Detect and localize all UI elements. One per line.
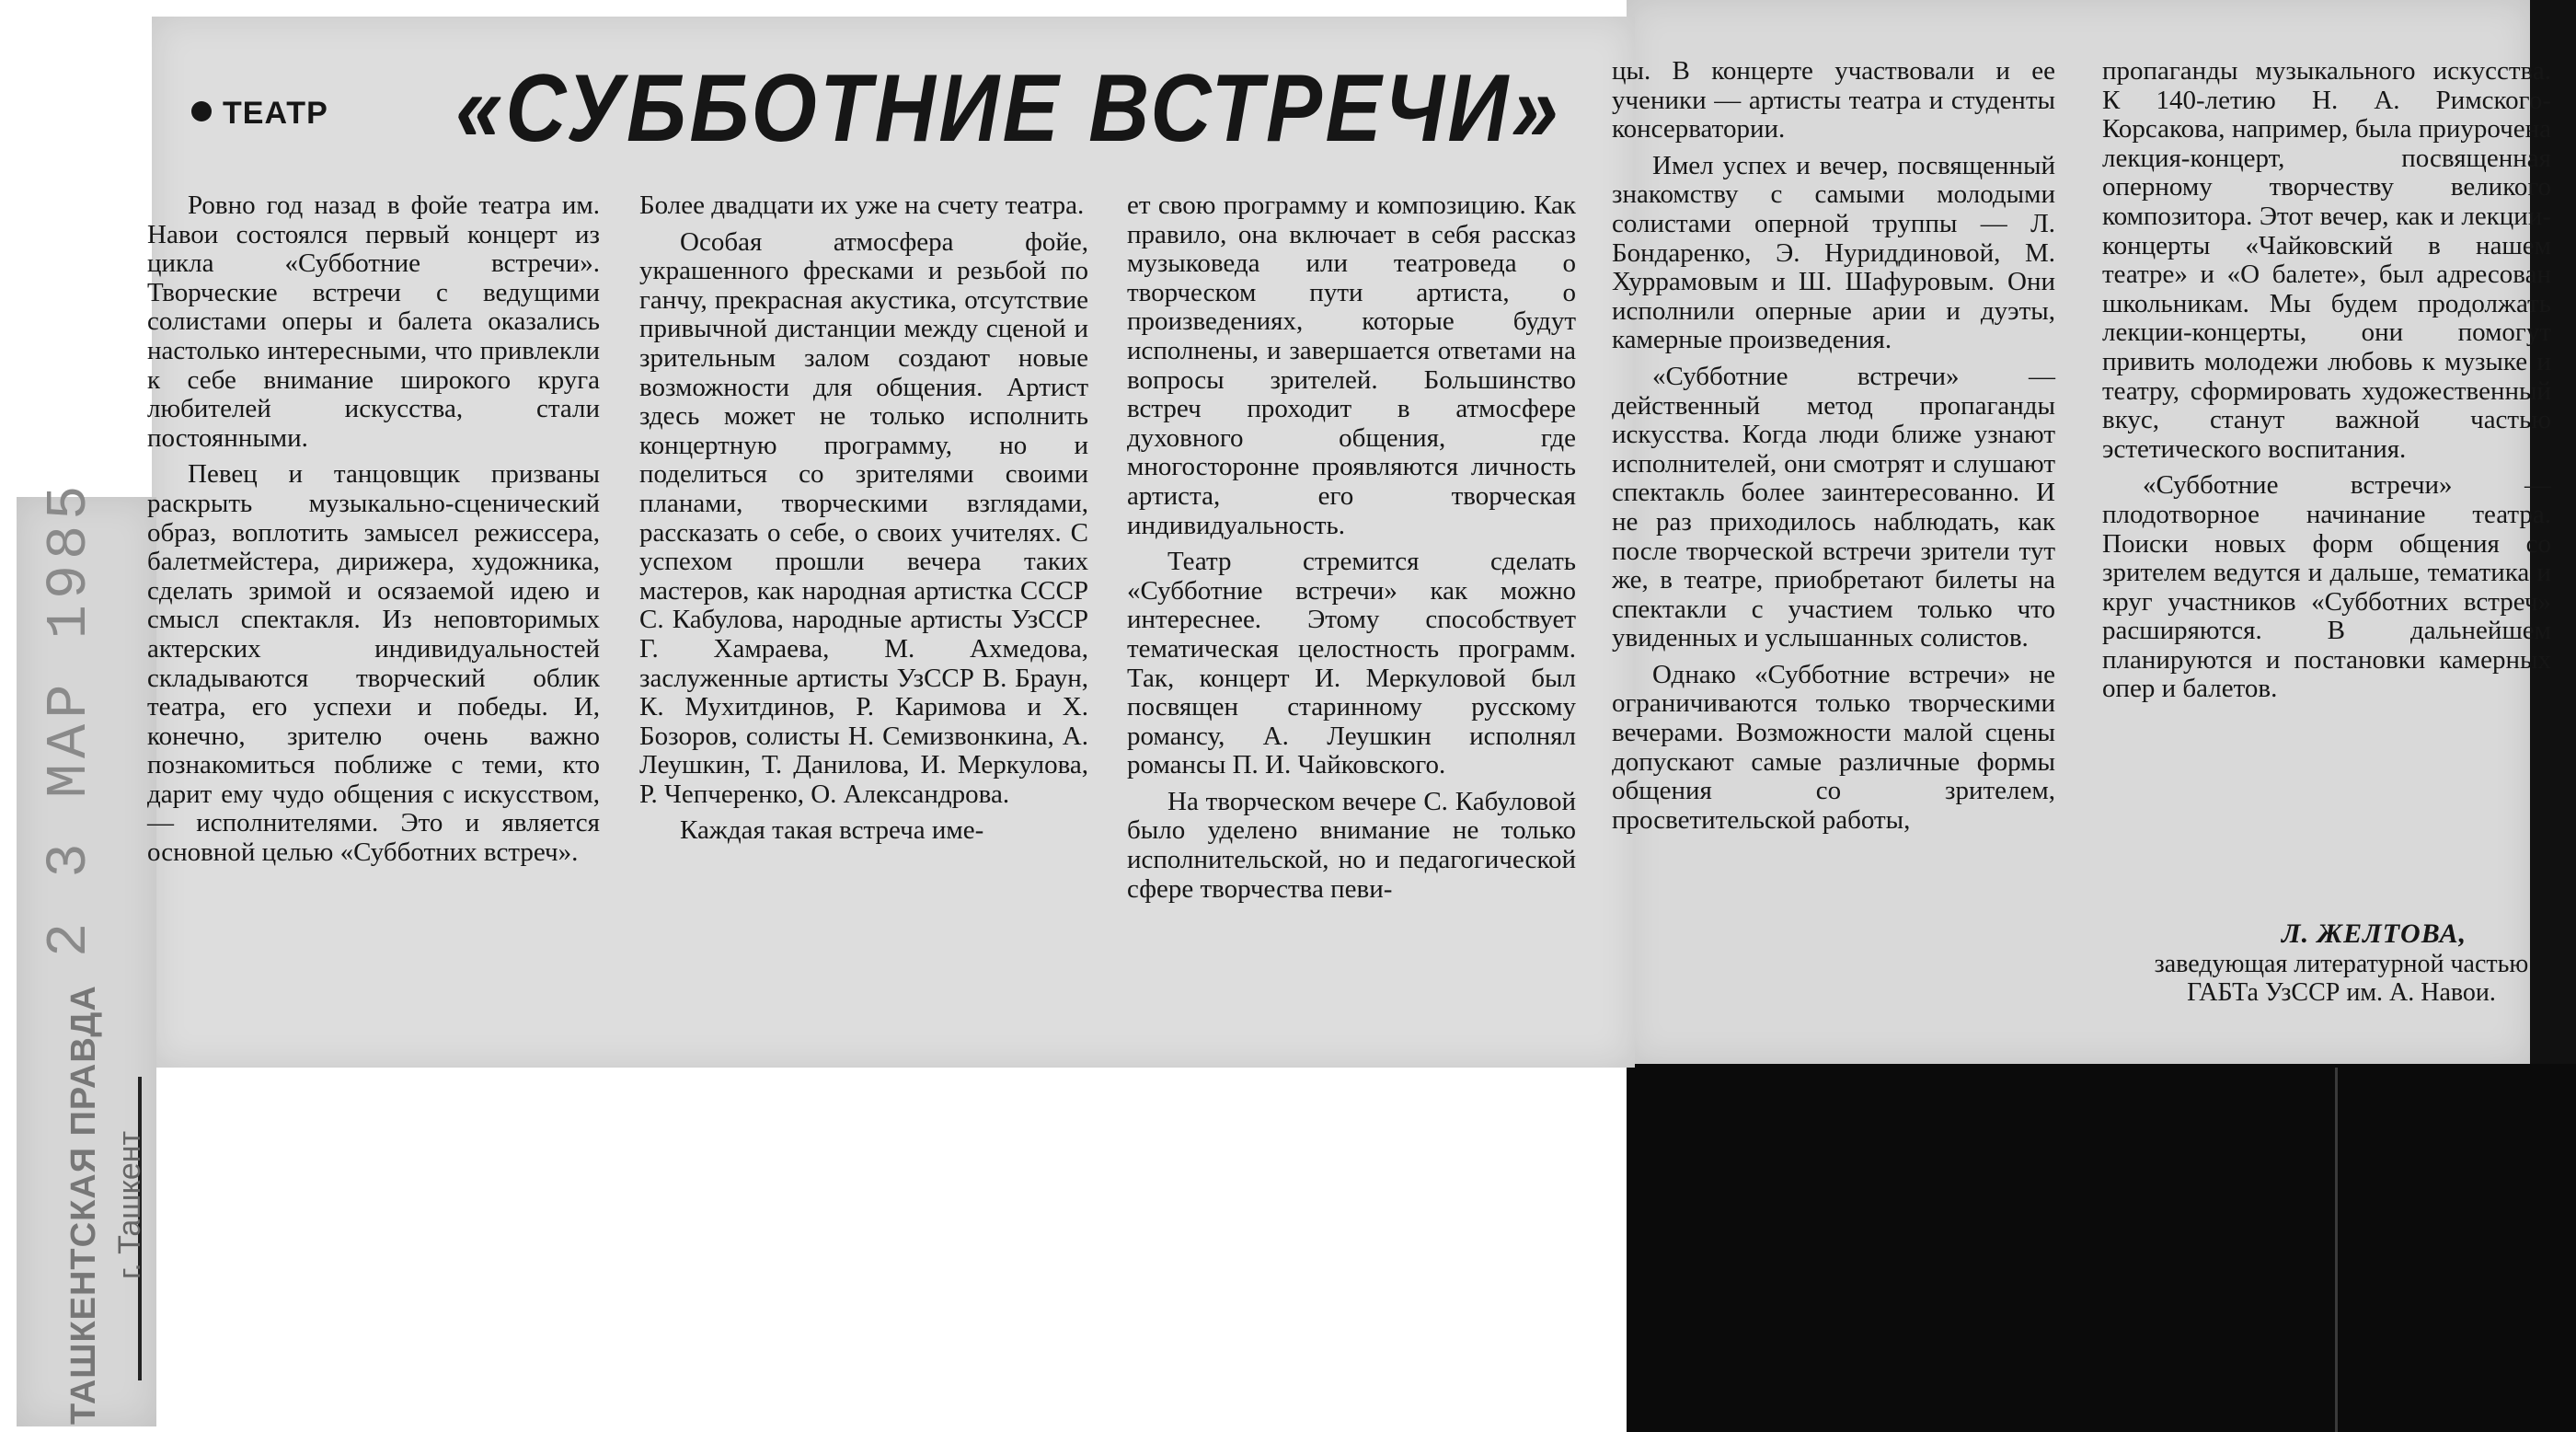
- article-column-4: [1612, 57, 2055, 835]
- newspaper-stamp: ТАШКЕНТСКАЯ ПРАВДА: [64, 985, 103, 1425]
- paragraph: Ровно год назад в фойе театра им. Навои состоялся первый концерт из цикла «Субботние встречи». Творческие встречи с ведущими солистами оперы и балета оказались настолько интересными, что привлекли к себе внимание широкого круга любителей искусства, стали постоянными.: [147, 191, 600, 453]
- scan-artifact-line: [2335, 1068, 2338, 1432]
- scan-background: [1627, 1057, 2576, 1432]
- paragraph: Певец и танцовщик призваны раскрыть музыкально-сценический образ, воплотить замысел режиссера, балетмейстера, дирижера, художника, сделать зримой и осязаемой идею и смысл спектакля. Из неповторимых актерских индивидуальностей складываются творческий облик театра, его успехи и победы. И, конечно, зрителю очень важно познакомиться поближе с теми, кто дарит ему чудо общения с искусством, — исполнителями. Это и является основной целью «Субботних встреч».: [147, 459, 600, 868]
- paragraph: Более двадцати их уже на счету театра.: [639, 191, 1085, 220]
- rubric-label: ТЕАТР: [191, 96, 328, 132]
- article-column-1: [147, 191, 600, 868]
- paragraph: ет свою программу и композицию. Как правило, она включает в себя рассказ музыковеда или театроведа о творческом пути артиста, о произведениях, которые будут исполнены, и завершается ответами на вопросы зрителей. Большинство встреч проходит в атмосфере духовного общения, где многосторонне проявляются личность артиста, его творческая индивидуальность.: [1127, 191, 1576, 540]
- bullet-icon: [191, 101, 212, 121]
- paragraph: Особая атмосфера фойе, украшенного фресками и резьбой по ганчу, прекрасная акустика, отсутствие привычной дистанции между сценой и зрительным залом создают новые возможности для общения. Артист здесь может не только исполнить концертную программу, но и поделиться со зрителями своими планами, творческими взглядами, рассказать о себе, о своих учителях. С успехом прошли вечера таких мастеров, как народная артистка СССР С. Кабулова, народные артисты УзССР Г. Хамраева, М. Ахмедова, заслуженные артисты УзССР В. Браун, К. Мухитдинов, Р. Каримова и Х. Бозоров, солисты Н. Семизвонкина, А. Леушкин, Т. Данилова, И. Меркулова, Р. Чепчеренко, О. Александрова.: [639, 226, 1088, 809]
- author-role: заведующая литературной частью ГАБТа УзССР им. А. Навои.: [2154, 950, 2529, 1007]
- article-headline: «СУББОТНИЕ ВСТРЕЧИ»: [455, 55, 1562, 162]
- city-stamp: г. Ташкент: [112, 1130, 147, 1279]
- paragraph: пропаганды музыкального искусства. К 140-летию Н. А. Римского-Корсакова, например, была приурочена лекция-концерт, посвященная оперному творчеству великого композитора. Этот вечер, как и лекции-концерты «Чайковский в нашем театре» и «О балете», был адресован школьникам. Мы будем продолжать лекции-концерты, они помогут привить молодежи любовь к музыке и театру, сформировать художественный вкус, станут важной частью эстетического воспитания.: [2102, 56, 2551, 464]
- paragraph: Имел успех и вечер, посвященный знакомству с самыми молодыми солистами оперной труппы — Л. Бондаренко, Э. Нуриддиновой, М. Хуррамовым и Ш. Шафуровым. Они исполнили оперные арии и дуэты, камерные произведения.: [1612, 150, 2055, 355]
- date-stamp: 2 3 МАР 1985: [37, 479, 102, 957]
- paragraph: Театр стремится сделать «Субботние встречи» как можно интереснее. Этому способствует тематическая целостность программ. Так, концерт И. Меркуловой был посвящен старинному русскому романсу, А. Леушкин исполнял романсы П. И. Чайковского.: [1127, 547, 1576, 780]
- paragraph: Однако «Субботние встречи» не ограничиваются только творческими вечерами. Возможности малой сцены допускают самые различные формы общения со зрителем, просветительской работы,: [1612, 659, 2055, 835]
- article-column-2: [639, 191, 1088, 846]
- paragraph: На творческом вечере С. Кабуловой было уделено внимание не только исполнительской, но и педагогической сфере творчества певи-: [1127, 786, 1576, 904]
- paragraph: «Субботние встречи» — действенный метод пропаганды искусства. Когда люди ближе узнают исполнителей, они смотрят и слушают спектакль более заинтересованно. И не раз приходилось наблюдать, как после творческой встречи зрители тут же, в театре, приобретают билеты на спектакли с участием только что увиденных и услышанных солистов.: [1612, 361, 2055, 653]
- paragraph: Каждая такая встреча име-: [680, 815, 984, 846]
- paragraph: «Субботние встречи» — плодотворное начинание театра. Поиски новых форм общения со зрителем ведутся и дальше, тематика и круг участников «Субботних встреч» расширяются. В дальнейшем планируются и постановки камерных опер и балетов.: [2102, 470, 2551, 704]
- article-column-5: [2102, 57, 2551, 704]
- author-name: Л. ЖЕЛТОВА,: [2282, 918, 2467, 949]
- paragraph: цы. В концерте участвовали и ее ученики — артисты театра и студенты консерватории.: [1612, 56, 2055, 144]
- article-column-3: [1127, 191, 1576, 904]
